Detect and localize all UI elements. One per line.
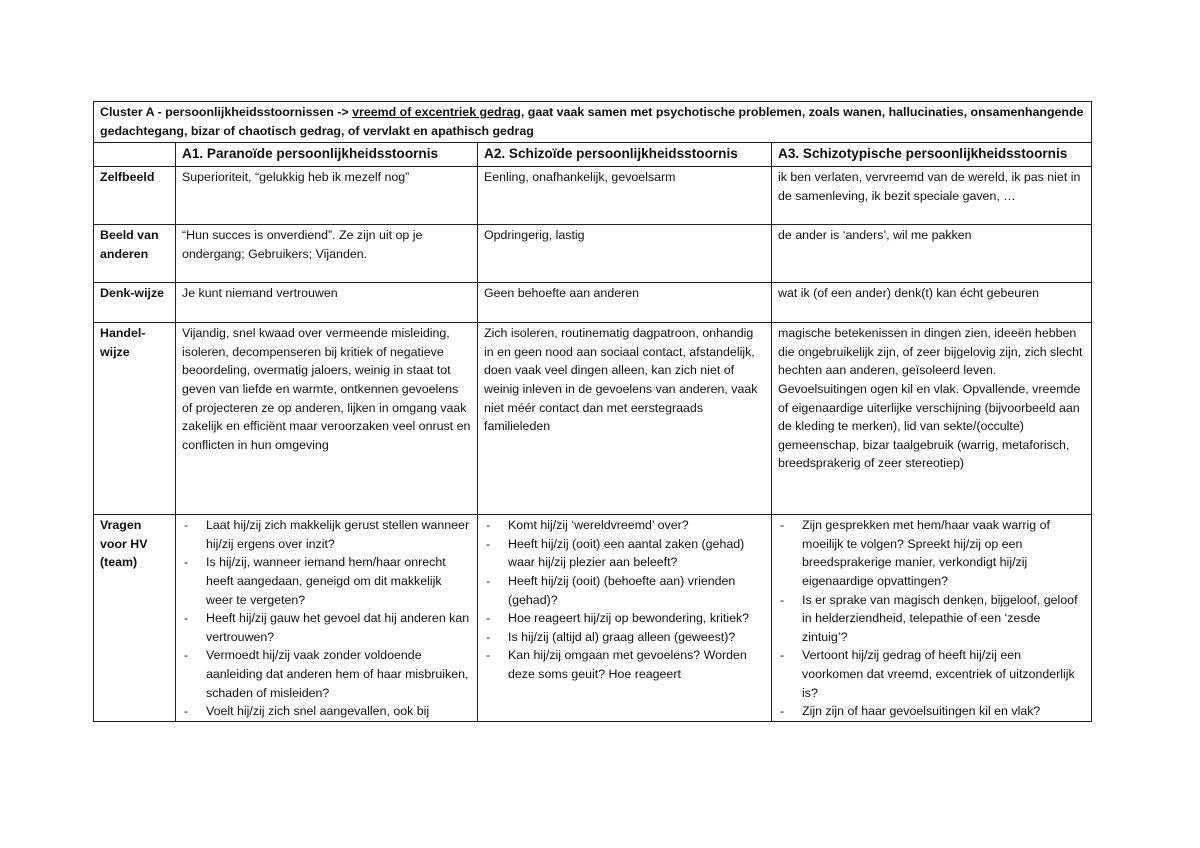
table-row (94, 323, 1092, 515)
question-item: - Is hij/zij, wanneer iemand hem/haar onrecht heeft aangedaan, geneigd om dit makkelijk weer te vergeten? (182, 553, 471, 609)
question-item: - Heeft hij/zij (ooit) een aantal zaken (gehad) waar hij/zij plezier aan beleeft? (484, 535, 765, 572)
row-label-beeld-van-anderen: Beeld van anderen (94, 225, 176, 283)
question-item: - Vertoont hij/zij gedrag of heeft hij/zij een voorkomen dat vreemd, excentriek of uitzonderlijk is? (778, 646, 1085, 702)
table-cell: Vijandig, snel kwaad over vermeende misleiding, isoleren, decompenseren bij kritiek of negatieve beoordeling, overmatig jaloers, weinig in staat tot geven van liefde en warmte, ontkennen gevoelens of projecteren ze op anderen, lijken in omgang vaak zakelijk en efficiënt maar veroorzaken veel onrust en conflicten in hun omgeving (176, 323, 478, 515)
table-cell: Superioriteit, “gelukkig heb ik mezelf nog” (176, 167, 478, 225)
question-item: - Is er sprake van magisch denken, bijgeloof, geloof in helderziendheid, telepathie of een ‘zesde zintuig’? (778, 591, 1085, 647)
question-item: - Zijn gesprekken met hem/haar vaak warrig of moeilijk te volgen? Spreekt hij/zij op een breedsprakerige manier, verkondigt hij/zij eigenaardige opvattingen? (778, 516, 1085, 590)
personality-disorders-table (93, 101, 1092, 722)
questions-cell-a2 (478, 515, 772, 722)
cluster-description: , gaat vaak samen met psychotische problemen, zoals wanen, hallucinaties, onsamenhangende gedachtegang, bizar of chaotisch gedrag, of vervlakt en apathisch gedrag (100, 105, 1084, 138)
table-cell: magische betekenissen in dingen zien, ideeën hebben die ongebruikelijk zijn, of zeer bijgelovig zijn, zich slecht hechten aan anderen, geïsoleerd leven. Gevoelsuitingen ogen kil en vlak. Opvallende, vreemde of eigenaardige uiterlijke verschijning (bijvoorbeeld aan de kleding te merken), lid van sekte/(occulte) gemeenschap, bizar taalgebruik (warrig, metaforisch, breedsprakerig of zeer stereotiep) (772, 323, 1092, 515)
table-cell: “Hun succes is onverdiend”. Ze zijn uit op je ondergang; Gebruikers; Vijanden. (176, 225, 478, 283)
cluster-key-trait: vreemd of excentriek gedrag (352, 105, 521, 119)
table-cell: Zich isoleren, routinematig dagpatroon, onhandig in en geen nood aan sociaal contact, afstandelijk, doen vaak veel dingen alleen, kan zich niet of weinig inleven in de gevoelens van anderen, vaak niet méér contact dan met eerstegraads familieleden (478, 323, 772, 515)
question-item: - Laat hij/zij zich makkelijk gerust stellen wanneer hij/zij ergens over inzit? (182, 516, 471, 553)
table-row (94, 283, 1092, 323)
question-item: - Voelt hij/zij zich snel aangevallen, ook bij (182, 702, 471, 719)
question-list-a2 (484, 516, 765, 683)
row-label-denkwijze: Denk-wijze (94, 283, 176, 323)
table-row (94, 167, 1092, 225)
table-cell: Je kunt niemand vertrouwen (176, 283, 478, 323)
row-label-vragen: Vragen voor HV (team) (94, 515, 176, 722)
cluster-title: Cluster A - persoonlijkheidsstoornissen -> (100, 105, 349, 119)
row-label-handelwijze: Handel-wijze (94, 323, 176, 515)
question-list-a3 (778, 516, 1085, 719)
question-item: - Vermoedt hij/zij vaak zonder voldoende aanleiding dat anderen hem of haar misbruiken, schaden of misleiden? (182, 646, 471, 702)
cluster-header (94, 102, 1092, 143)
column-header-a2: A2. Schizoïde persoonlijkheidsstoornis (478, 143, 772, 167)
column-header-a3: A3. Schizotypische persoonlijkheidsstoornis (772, 143, 1092, 167)
questions-cell-a1 (176, 515, 478, 722)
question-item: - Heeft hij/zij gauw het gevoel dat hij anderen kan vertrouwen? (182, 609, 471, 646)
table-cell: Eenling, onafhankelijk, gevoelsarm (478, 167, 772, 225)
column-header-a1: A1. Paranoïde persoonlijkheidsstoornis (176, 143, 478, 167)
question-item: - Heeft hij/zij (ooit) (behoefte aan) vrienden (gehad)? (484, 572, 765, 609)
corner-cell (94, 143, 176, 167)
row-label-zelfbeeld: Zelfbeeld (94, 167, 176, 225)
table-cell: de ander is ‘anders’, wil me pakken (772, 225, 1092, 283)
questions-row (94, 515, 1092, 722)
table-cell: wat ik (of een ander) denk(t) kan écht gebeuren (772, 283, 1092, 323)
column-header-row (94, 143, 1092, 167)
question-item: - Zijn zijn of haar gevoelsuitingen kil en vlak? (778, 702, 1085, 719)
questions-cell-a3 (772, 515, 1092, 722)
question-list-a1 (182, 516, 471, 719)
question-item: - Komt hij/zij ‘wereldvreemd’ over? (484, 516, 765, 535)
table-cell: Geen behoefte aan anderen (478, 283, 772, 323)
table-cell: Opdringerig, lastig (478, 225, 772, 283)
table-row (94, 225, 1092, 283)
table-cell: ik ben verlaten, vervreemd van de wereld, ik pas niet in de samenleving, ik bezit speciale gaven, … (772, 167, 1092, 225)
table-title-row (94, 102, 1092, 143)
question-item: - Is hij/zij (altijd al) graag alleen (geweest)? (484, 628, 765, 647)
question-item: - Kan hij/zij omgaan met gevoelens? Worden deze soms geuit? Hoe reageert (484, 646, 765, 683)
question-item: - Hoe reageert hij/zij op bewondering, kritiek? (484, 609, 765, 628)
